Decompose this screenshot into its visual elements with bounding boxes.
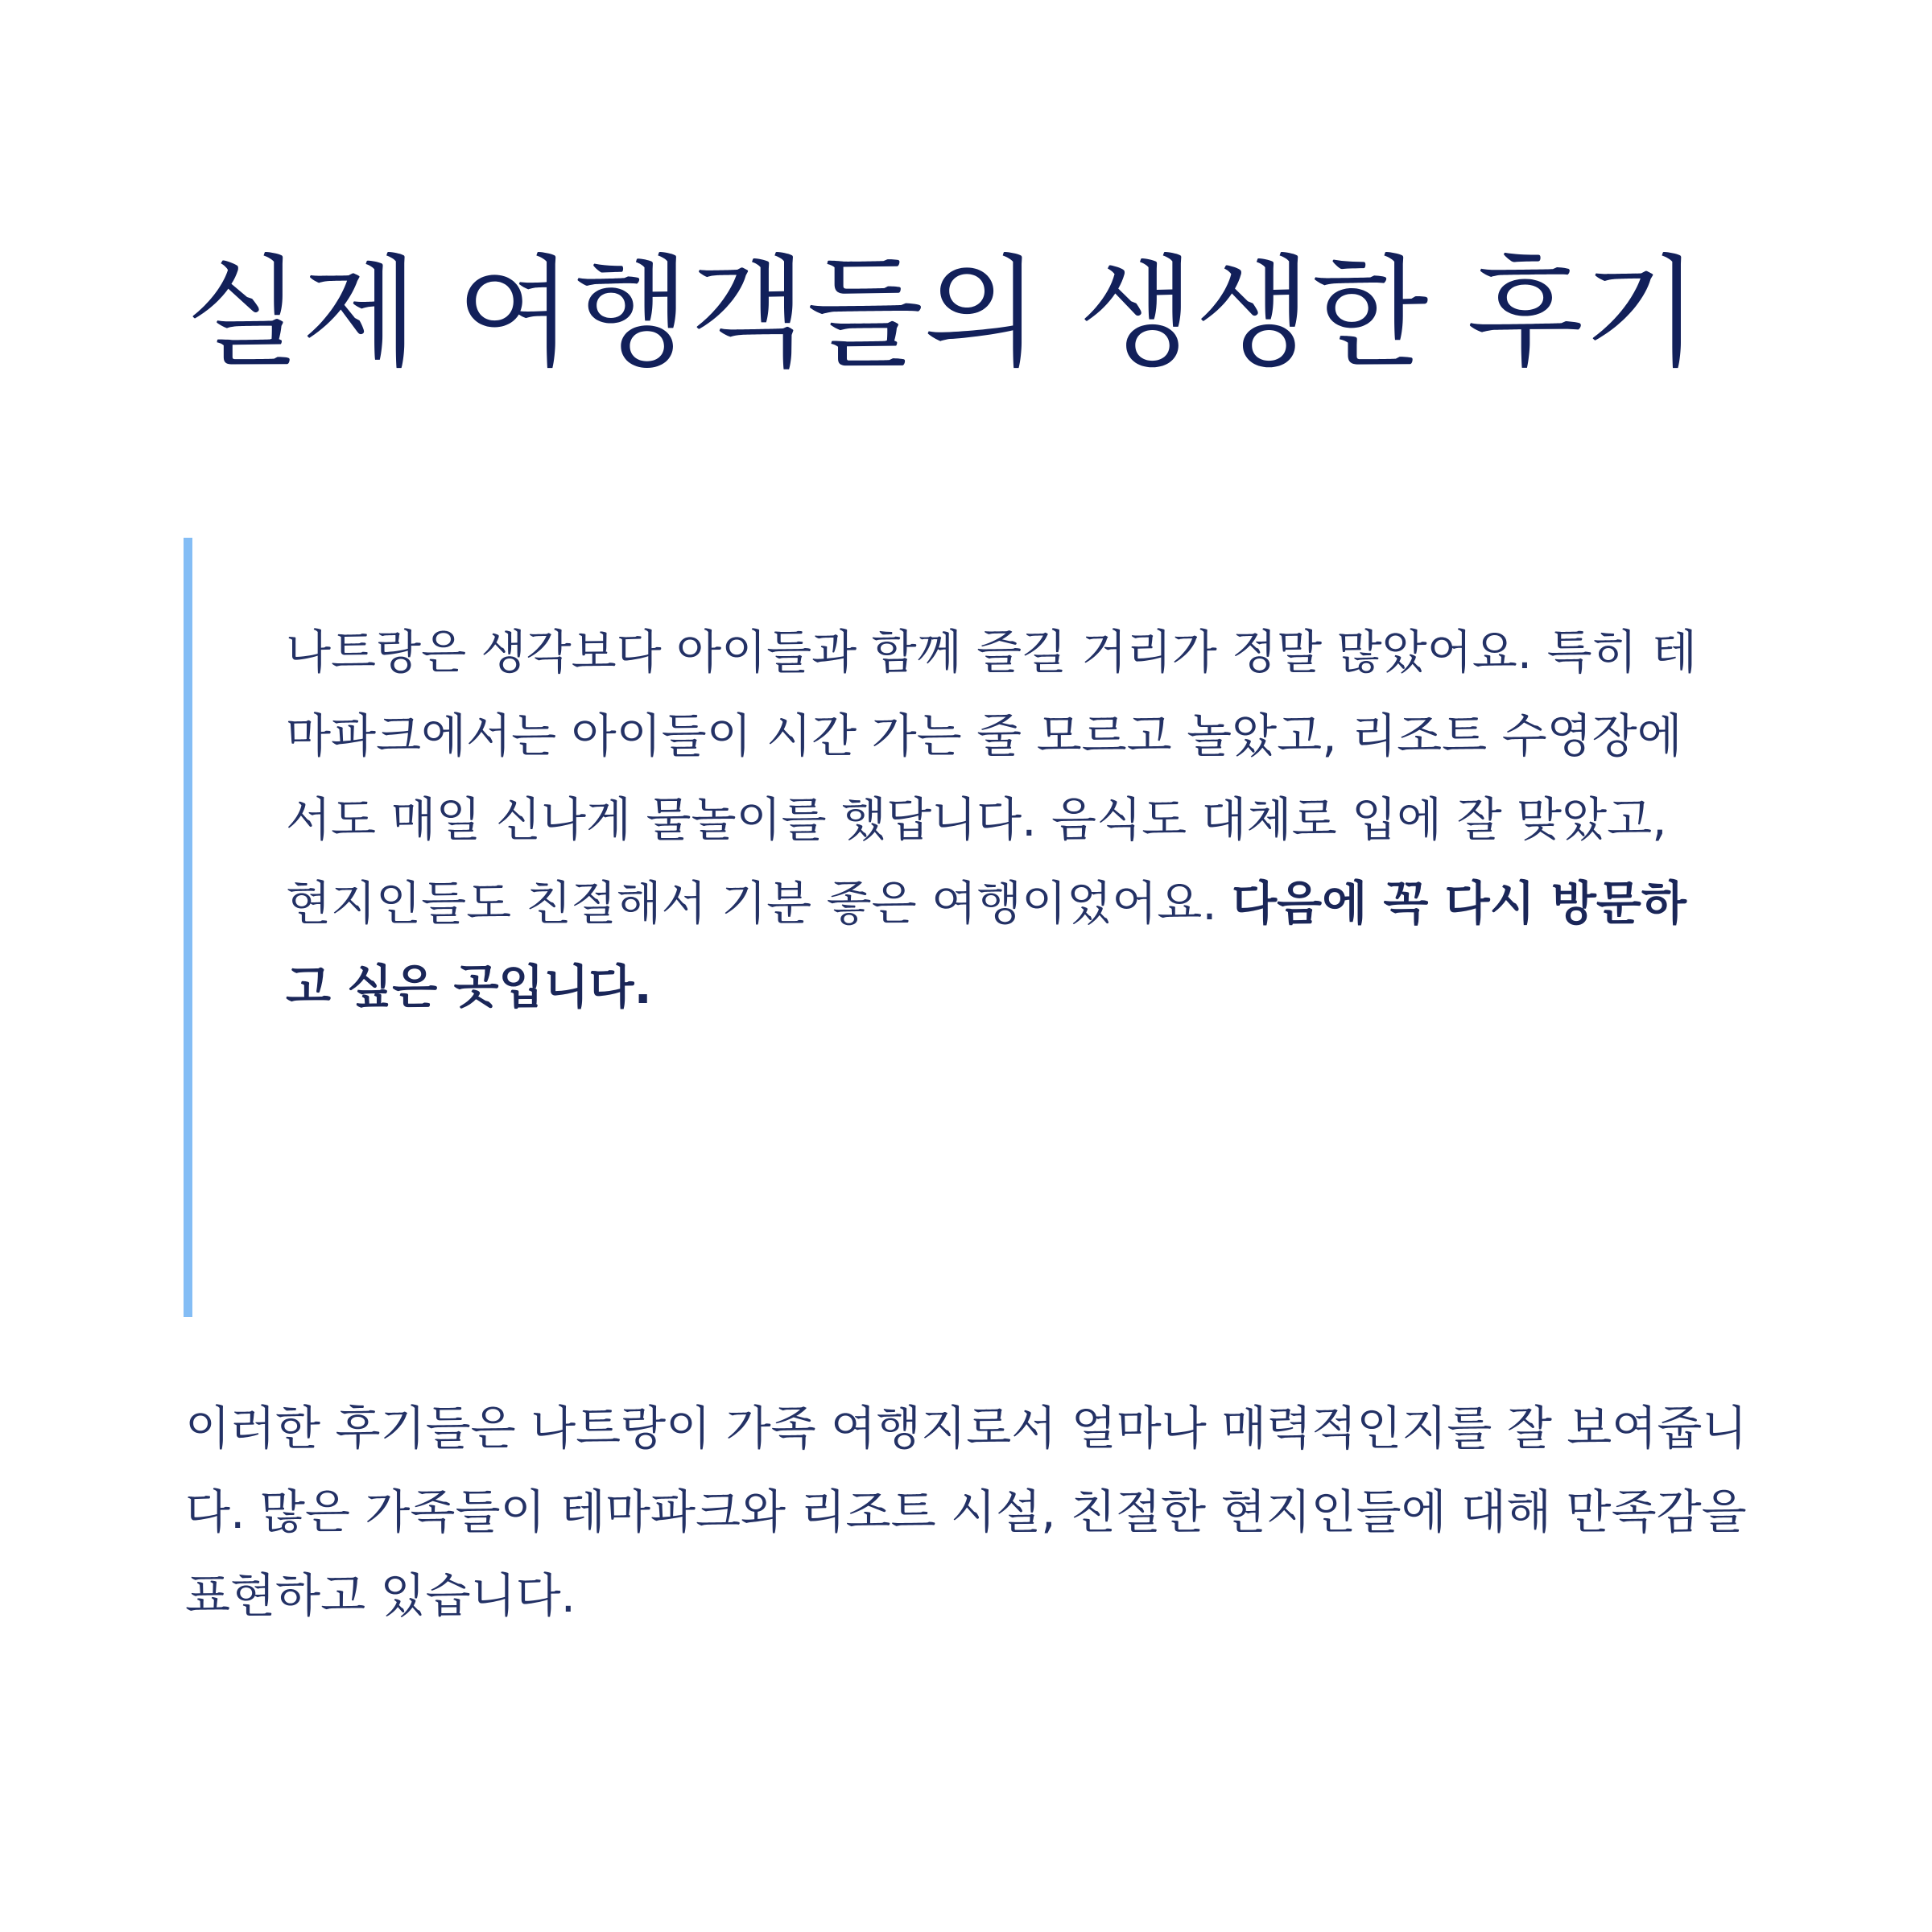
testimonial-text: 나트랑은 생각보다 아이들과 함께 즐길 거리가 정말 많았어요. 특히 테마파크에서는 아이들이 시간 가는 줄 모르고 놀았고, 리조트 수영장에서도 매일 신나게 물놀이를 했답니다. 음식도 대체로 입에 잘 맞았고, 현지인들도 친절해서 기분 좋은 여행이었어요. (286, 625, 1698, 931)
testimonial-quote (286, 610, 1727, 1029)
summary-paragraph: 이러한 후기들은 나트랑이 가족 여행지로서 얼마나 매력적인지를 잘 보여줍니다. 많은 가족들이 테마파크와 리조트 시설, 친절한 현지인들에 대해 만족감을 표현하고 있습니다. (185, 1401, 1748, 1623)
blockquote-accent-bar (184, 538, 192, 1317)
page-title: 실제 여행객들의 생생한 후기 (185, 244, 1700, 384)
testimonial-emphasis: 다음에 꼭 다시 방문하고 싶은 곳입니다. (286, 876, 1686, 1014)
